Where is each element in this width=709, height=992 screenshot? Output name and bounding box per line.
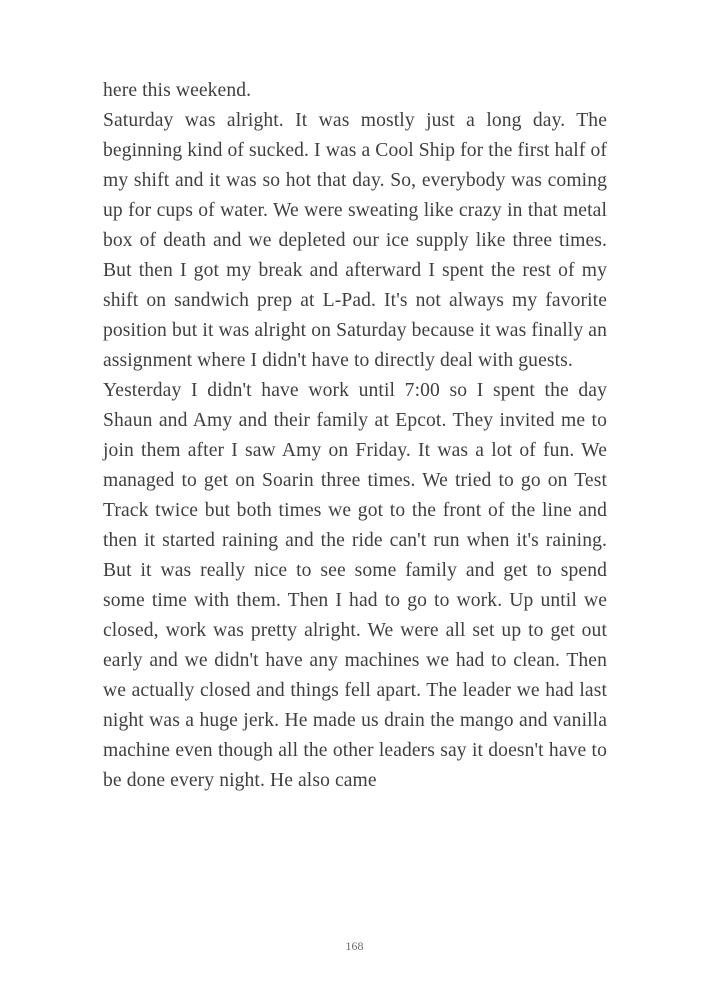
paragraph-continuation: here this weekend. xyxy=(103,80,252,101)
paragraph-saturday: Saturday was alright. It was mostly just a long day. The beginning kind of sucked. I was a Cool Ship for the first half of my shift and it was so hot that day. So, everybody was coming up for cups of water. We were sweating like crazy in that metal box of death and we depleted our ice supply like three times. But then I got my break and afterward I spent the rest of my shift on sandwich prep at L-Pad. It's not always my favorite position but it was alright on Saturday because it was finally an assignment where I didn't have to directly deal with guests. xyxy=(103,110,607,371)
page-number: 168 xyxy=(345,939,364,953)
paragraph-yesterday: Yesterday I didn't have work until 7:00 so I spent the day Shaun and Amy and their family at Epcot. They invited me to join them after I saw Amy on Friday. It was a lot of fun. We managed to get on Soarin three times. We tried to go on Test Track twice but both times we got to the front of the line and then it started raining and the ride can't run when it's raining. But it was really nice to see some family and get to spend some time with them. Then I had to go to work. Up until we closed, work was pretty alright. We were all set up to get out early and we didn't have any machines we had to clean. Then we actually closed and things fell apart. The leader we had last night was a huge jerk. He made us drain the mango and vanilla machine even though all the other leaders say it doesn't have to be done every night. He also came xyxy=(103,380,607,791)
page-text xyxy=(103,76,607,796)
